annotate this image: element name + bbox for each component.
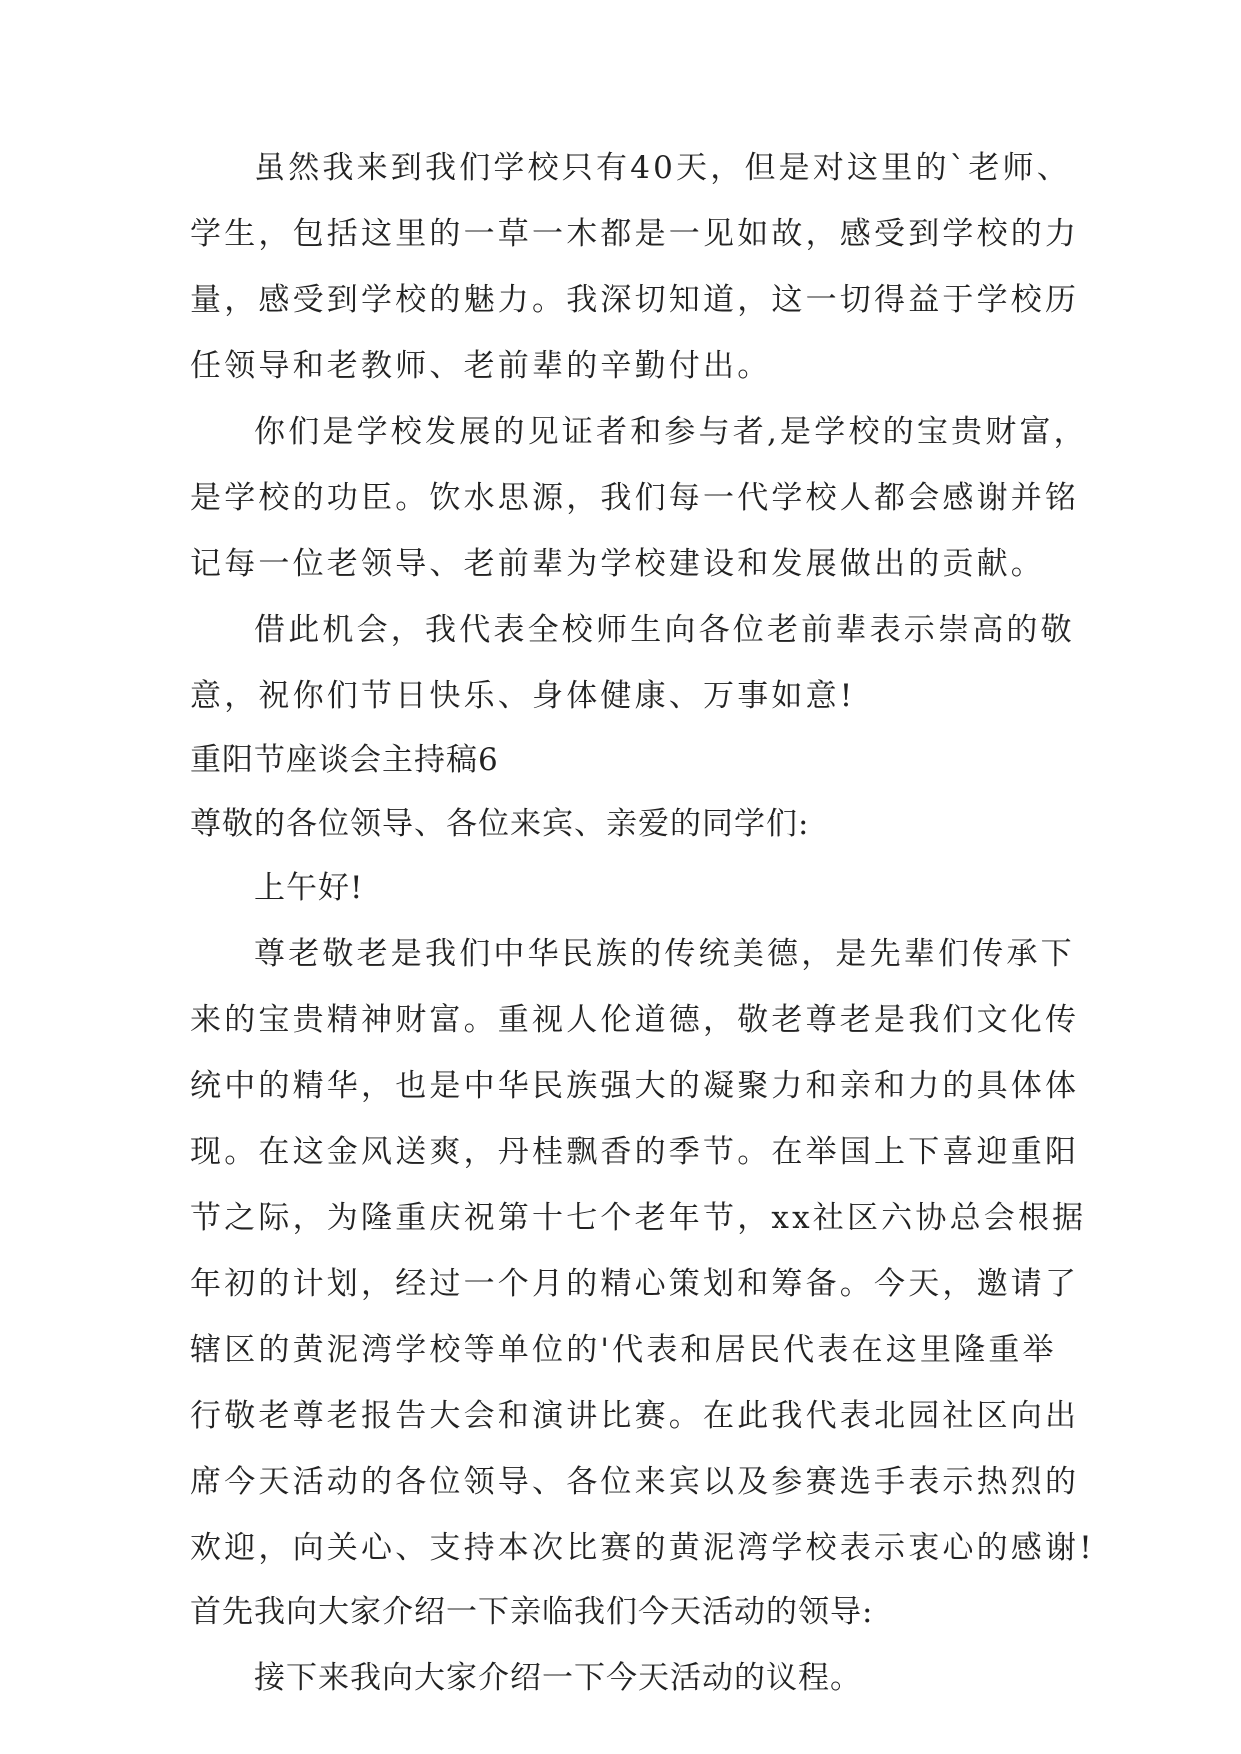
paragraph-line: 来的宝贵精神财富。重视人伦道德，敬老尊老是我们文化传 <box>190 1002 1080 1038</box>
paragraph-line: 虽然我来到我们学校只有40天，但是对这里的`老师、 <box>254 150 1071 186</box>
paragraph-line: 尊老敬老是我们中华民族的传统美德，是先辈们传承下 <box>254 936 1075 972</box>
paragraph-line: 量，感受到学校的魅力。我深切知道，这一切得益于学校历 <box>190 282 1080 318</box>
paragraph-line: 是学校的功臣。饮水思源，我们每一代学校人都会感谢并铭 <box>190 480 1080 516</box>
paragraph-line: 席今天活动的各位领导、各位来宾以及参赛选手表示热烈的 <box>190 1464 1080 1500</box>
paragraph-line: 节之际，为隆重庆祝第十七个老年节，xx社区六协总会根据 <box>190 1200 1087 1236</box>
paragraph-line: 你们是学校发展的见证者和参与者,是学校的宝贵财富， <box>254 414 1088 450</box>
paragraph-line: 欢迎，向关心、支持本次比赛的黄泥湾学校表示衷心的感谢! <box>190 1530 1095 1566</box>
paragraph-line: 借此机会，我代表全校师生向各位老前辈表示崇高的敬 <box>254 612 1075 648</box>
paragraph-line: 现。在这金风送爽，丹桂飘香的季节。在举国上下喜迎重阳 <box>190 1134 1080 1170</box>
paragraph-line: 首先我向大家介绍一下亲临我们今天活动的领导: <box>190 1594 874 1630</box>
paragraph-line: 任领导和老教师、老前辈的辛勤付出。 <box>190 348 772 384</box>
paragraph-line: 记每一位老领导、老前辈为学校建设和发展做出的贡献。 <box>190 546 1045 582</box>
paragraph-line: 辖区的黄泥湾学校等单位的'代表和居民代表在这里隆重举 <box>190 1332 1057 1368</box>
salutation: 尊敬的各位领导、各位来宾、亲爱的同学们: <box>190 806 810 842</box>
paragraph-line: 年初的计划，经过一个月的精心策划和筹备。今天，邀请了 <box>190 1266 1080 1302</box>
paragraph-line: 意，祝你们节日快乐、身体健康、万事如意! <box>190 678 856 714</box>
paragraph-line: 统中的精华，也是中华民族强大的凝聚力和亲和力的具体体 <box>190 1068 1080 1104</box>
greeting: 上午好! <box>254 870 364 906</box>
paragraph-line: 接下来我向大家介绍一下今天活动的议程。 <box>254 1660 862 1696</box>
paragraph-line: 学生，包括这里的一草一木都是一见如故，感受到学校的力 <box>190 216 1080 252</box>
paragraph-line: 行敬老尊老报告大会和演讲比赛。在此我代表北园社区向出 <box>190 1398 1080 1434</box>
section-heading: 重阳节座谈会主持稿6 <box>190 742 499 778</box>
